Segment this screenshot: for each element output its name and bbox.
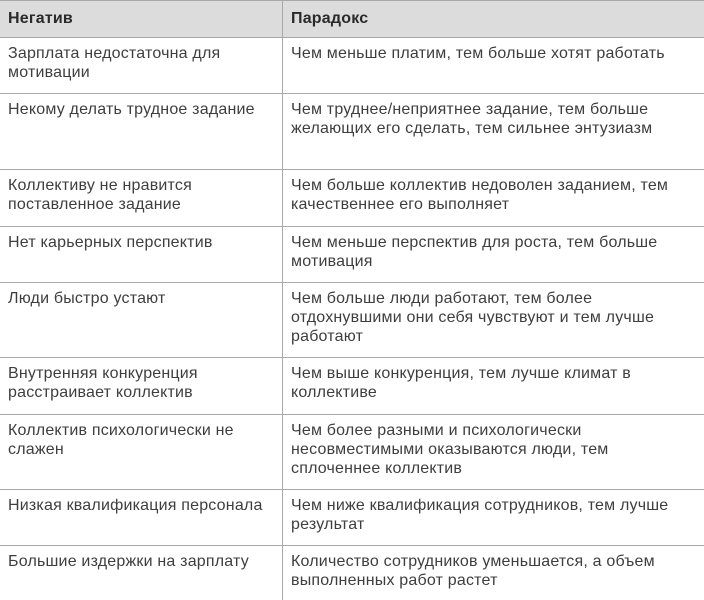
negative-cell: Коллектив психологически не слажен bbox=[0, 415, 283, 489]
header-paradox: Парадокс bbox=[291, 10, 369, 27]
table-row bbox=[0, 490, 704, 546]
paradox-cell: Чем труднее/неприятнее задание, тем больше желающих его сделать, тем сильнее энтузиазм bbox=[291, 101, 653, 137]
paradox-cell: Чем меньше перспектив для роста, тем больше мотивация bbox=[291, 234, 658, 270]
paradox-cell: Чем более разными и психологически несовместимыми оказываются люди, тем сплоченнее коллектив bbox=[291, 422, 609, 477]
table-header-row bbox=[0, 1, 704, 38]
table-row bbox=[0, 358, 704, 415]
negative-cell: Зарплата недостаточна для мотивации bbox=[0, 38, 283, 93]
paradox-cell: Чем ниже квалификация сотрудников, тем лучше результат bbox=[291, 497, 669, 533]
table-row bbox=[0, 415, 704, 490]
negative-cell: Люди быстро устают bbox=[0, 283, 283, 357]
negative-cell: Коллективу не нравится поставленное задание bbox=[0, 170, 283, 226]
negative-cell: Внутренняя конкуренция расстраивает коллектив bbox=[0, 358, 283, 414]
paradox-cell: Чем выше конкуренция, тем лучше климат в коллективе bbox=[291, 365, 632, 401]
negative-cell: Нет карьерных перспектив bbox=[0, 227, 283, 282]
table-row bbox=[0, 38, 704, 94]
paradox-cell: Количество сотрудников уменьшается, а объем выполненных работ растет bbox=[291, 553, 655, 589]
table-row bbox=[0, 170, 704, 227]
paradox-cell: Чем больше люди работают, тем более отдохнувшими они себя чувствуют и тем лучше работают bbox=[291, 290, 655, 345]
table-row bbox=[0, 546, 704, 600]
paradox-cell: Чем меньше платим, тем больше хотят работать bbox=[291, 45, 665, 62]
table-row bbox=[0, 227, 704, 283]
negative-cell: Большие издержки на зарплату bbox=[0, 546, 283, 600]
negative-cell: Низкая квалификация персонала bbox=[0, 490, 283, 545]
negative-cell: Некому делать трудное задание bbox=[0, 94, 283, 169]
header-negative: Негатив bbox=[0, 1, 283, 37]
table-row bbox=[0, 283, 704, 358]
table-row bbox=[0, 94, 704, 170]
paradox-cell: Чем больше коллектив недоволен заданием, тем качественнее его выполняет bbox=[291, 177, 669, 213]
